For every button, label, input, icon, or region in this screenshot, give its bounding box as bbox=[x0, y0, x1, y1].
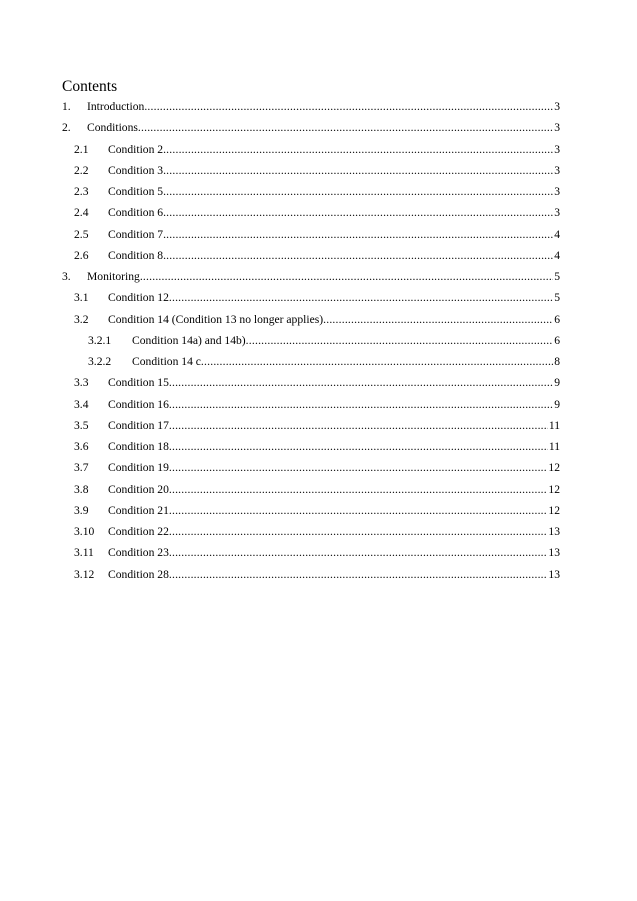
toc-dot-leader bbox=[169, 398, 553, 412]
toc-dot-leader bbox=[169, 568, 548, 582]
toc-entry-label: Condition 22 bbox=[108, 525, 169, 538]
toc-entry-number: 3.1 bbox=[74, 291, 89, 305]
toc-entry[interactable] bbox=[62, 206, 560, 227]
toc-entry[interactable] bbox=[62, 376, 560, 397]
toc-entry-page-number: 11 bbox=[548, 440, 560, 453]
toc-entry-label: Condition 8 bbox=[108, 248, 164, 262]
toc-entry-page-number: 9 bbox=[554, 397, 560, 411]
toc-entry-label: Condition 5 bbox=[108, 185, 164, 198]
toc-entry-page-number: 3 bbox=[554, 121, 560, 135]
toc-entry-page-number: 3 bbox=[554, 163, 560, 177]
toc-dot-leader bbox=[201, 355, 553, 369]
toc-entry-label: Condition 23 bbox=[108, 546, 169, 560]
toc-entry-number: 3.8 bbox=[74, 482, 89, 496]
toc-dot-leader bbox=[144, 100, 553, 114]
toc-entry-label: Condition 14a) and 14b) bbox=[132, 333, 246, 347]
toc-dot-leader bbox=[163, 249, 553, 263]
toc-entry-page-number: 6 bbox=[554, 312, 560, 326]
toc-entry-page-number: 12 bbox=[548, 461, 560, 475]
toc-entry-label: Condition 18 bbox=[108, 440, 169, 453]
toc-entry-label: Monitoring bbox=[87, 270, 140, 283]
toc-dot-leader bbox=[169, 440, 548, 454]
toc-entry-page-number: 12 bbox=[548, 503, 560, 517]
toc-dot-leader bbox=[163, 206, 553, 220]
toc-dot-leader bbox=[169, 504, 548, 518]
toc-entry-page-number: 13 bbox=[548, 567, 560, 581]
toc-entry[interactable] bbox=[62, 440, 560, 461]
toc-entry-page-number: 11 bbox=[548, 418, 560, 432]
toc-entry-number: 3.4 bbox=[74, 397, 89, 411]
toc-entry[interactable] bbox=[62, 355, 560, 376]
toc-entry-number: 2.3 bbox=[74, 185, 89, 198]
toc-entry[interactable] bbox=[62, 185, 560, 206]
toc-entry-number: 1. bbox=[62, 100, 71, 113]
toc-entry-page-number: 13 bbox=[548, 525, 560, 538]
toc-entry[interactable] bbox=[62, 291, 560, 312]
toc-entry-label: Condition 21 bbox=[108, 503, 169, 517]
toc-entry-number: 3.2.1 bbox=[88, 333, 112, 347]
toc-dot-leader bbox=[163, 185, 553, 199]
toc-entry[interactable] bbox=[62, 461, 560, 482]
toc-entry[interactable] bbox=[62, 398, 560, 419]
toc-entry-page-number: 3 bbox=[554, 185, 560, 198]
toc-entry-page-number: 4 bbox=[554, 248, 560, 262]
toc-entry[interactable] bbox=[62, 121, 560, 142]
toc-entry[interactable] bbox=[62, 546, 560, 567]
toc-entry-number: 3.12 bbox=[74, 567, 95, 581]
toc-entry-page-number: 3 bbox=[554, 100, 560, 113]
toc-dot-leader bbox=[169, 419, 548, 433]
toc-entry-page-number: 5 bbox=[554, 291, 560, 305]
toc-entry-number: 2.4 bbox=[74, 206, 89, 220]
toc-entry[interactable] bbox=[62, 249, 560, 270]
toc-entry-page-number: 12 bbox=[548, 482, 560, 496]
toc-entry-label: Condition 3 bbox=[108, 163, 164, 177]
toc-entry-page-number: 3 bbox=[554, 142, 560, 156]
toc-dot-leader bbox=[169, 376, 553, 390]
toc-entry-number: 3.2.2 bbox=[88, 355, 112, 368]
toc-entry-number: 2.2 bbox=[74, 163, 89, 177]
toc-dot-leader bbox=[169, 525, 548, 539]
toc-entry-number: 3.11 bbox=[74, 546, 94, 560]
toc-dot-leader bbox=[246, 334, 554, 348]
table-of-contents bbox=[62, 100, 560, 589]
toc-entry-label: Condition 28 bbox=[108, 567, 169, 581]
toc-entry-label: Condition 19 bbox=[108, 461, 169, 475]
toc-entry-label: Condition 20 bbox=[108, 482, 169, 496]
toc-entry-number: 3.6 bbox=[74, 440, 89, 453]
toc-entry-number: 3.9 bbox=[74, 503, 89, 517]
toc-entry-page-number: 9 bbox=[554, 376, 560, 390]
toc-entry-label: Condition 2 bbox=[108, 142, 164, 156]
toc-entry[interactable] bbox=[62, 568, 560, 589]
toc-entry-label: Condition 7 bbox=[108, 227, 164, 241]
toc-dot-leader bbox=[169, 291, 553, 305]
toc-entry[interactable] bbox=[62, 100, 560, 121]
toc-entry-label: Condition 16 bbox=[108, 397, 169, 411]
toc-entry-label: Introduction bbox=[87, 100, 145, 113]
toc-entry-number: 2.6 bbox=[74, 248, 89, 262]
toc-entry[interactable] bbox=[62, 419, 560, 440]
toc-title: Contents bbox=[62, 78, 118, 95]
toc-entry-number: 3.5 bbox=[74, 418, 89, 432]
toc-entry-label: Condition 14 c bbox=[132, 355, 201, 368]
toc-entry[interactable] bbox=[62, 525, 560, 546]
toc-entry-number: 2.1 bbox=[74, 142, 89, 156]
toc-entry-page-number: 5 bbox=[554, 270, 560, 283]
toc-entry-label: Condition 17 bbox=[108, 418, 169, 432]
toc-dot-leader bbox=[163, 143, 553, 157]
toc-entry[interactable] bbox=[62, 143, 560, 164]
toc-dot-leader bbox=[163, 228, 553, 242]
toc-entry[interactable] bbox=[62, 270, 560, 291]
toc-entry-number: 3.10 bbox=[74, 525, 95, 538]
toc-dot-leader bbox=[169, 483, 548, 497]
toc-entry-page-number: 6 bbox=[554, 333, 560, 347]
toc-entry-label: Condition 12 bbox=[108, 291, 169, 305]
toc-entry-number: 2. bbox=[62, 121, 71, 135]
toc-entry[interactable] bbox=[62, 334, 560, 355]
toc-entry-number: 3.3 bbox=[74, 376, 89, 390]
toc-entry-number: 3.7 bbox=[74, 461, 89, 475]
toc-entry-label: Condition 14 (Condition 13 no longer applies) bbox=[108, 312, 324, 326]
toc-entry-page-number: 3 bbox=[554, 206, 560, 220]
toc-dot-leader bbox=[138, 121, 553, 135]
toc-entry[interactable] bbox=[62, 164, 560, 185]
toc-entry-page-number: 8 bbox=[554, 355, 560, 368]
toc-dot-leader bbox=[169, 461, 548, 475]
toc-entry-label: Condition 6 bbox=[108, 206, 164, 220]
toc-entry-page-number: 13 bbox=[548, 546, 560, 560]
toc-entry-number: 3. bbox=[62, 270, 71, 283]
toc-entry[interactable] bbox=[62, 483, 560, 504]
toc-dot-leader bbox=[323, 313, 553, 327]
toc-entry-number: 3.2 bbox=[74, 312, 89, 326]
toc-dot-leader bbox=[140, 270, 553, 284]
toc-entry-label: Condition 15 bbox=[108, 376, 169, 390]
toc-dot-leader bbox=[169, 546, 548, 560]
toc-entry[interactable] bbox=[62, 504, 560, 525]
toc-entry-label: Conditions bbox=[87, 121, 138, 135]
toc-entry[interactable] bbox=[62, 228, 560, 249]
toc-dot-leader bbox=[163, 164, 553, 178]
toc-entry-number: 2.5 bbox=[74, 227, 89, 241]
toc-entry-page-number: 4 bbox=[554, 227, 560, 241]
toc-entry[interactable] bbox=[62, 313, 560, 334]
